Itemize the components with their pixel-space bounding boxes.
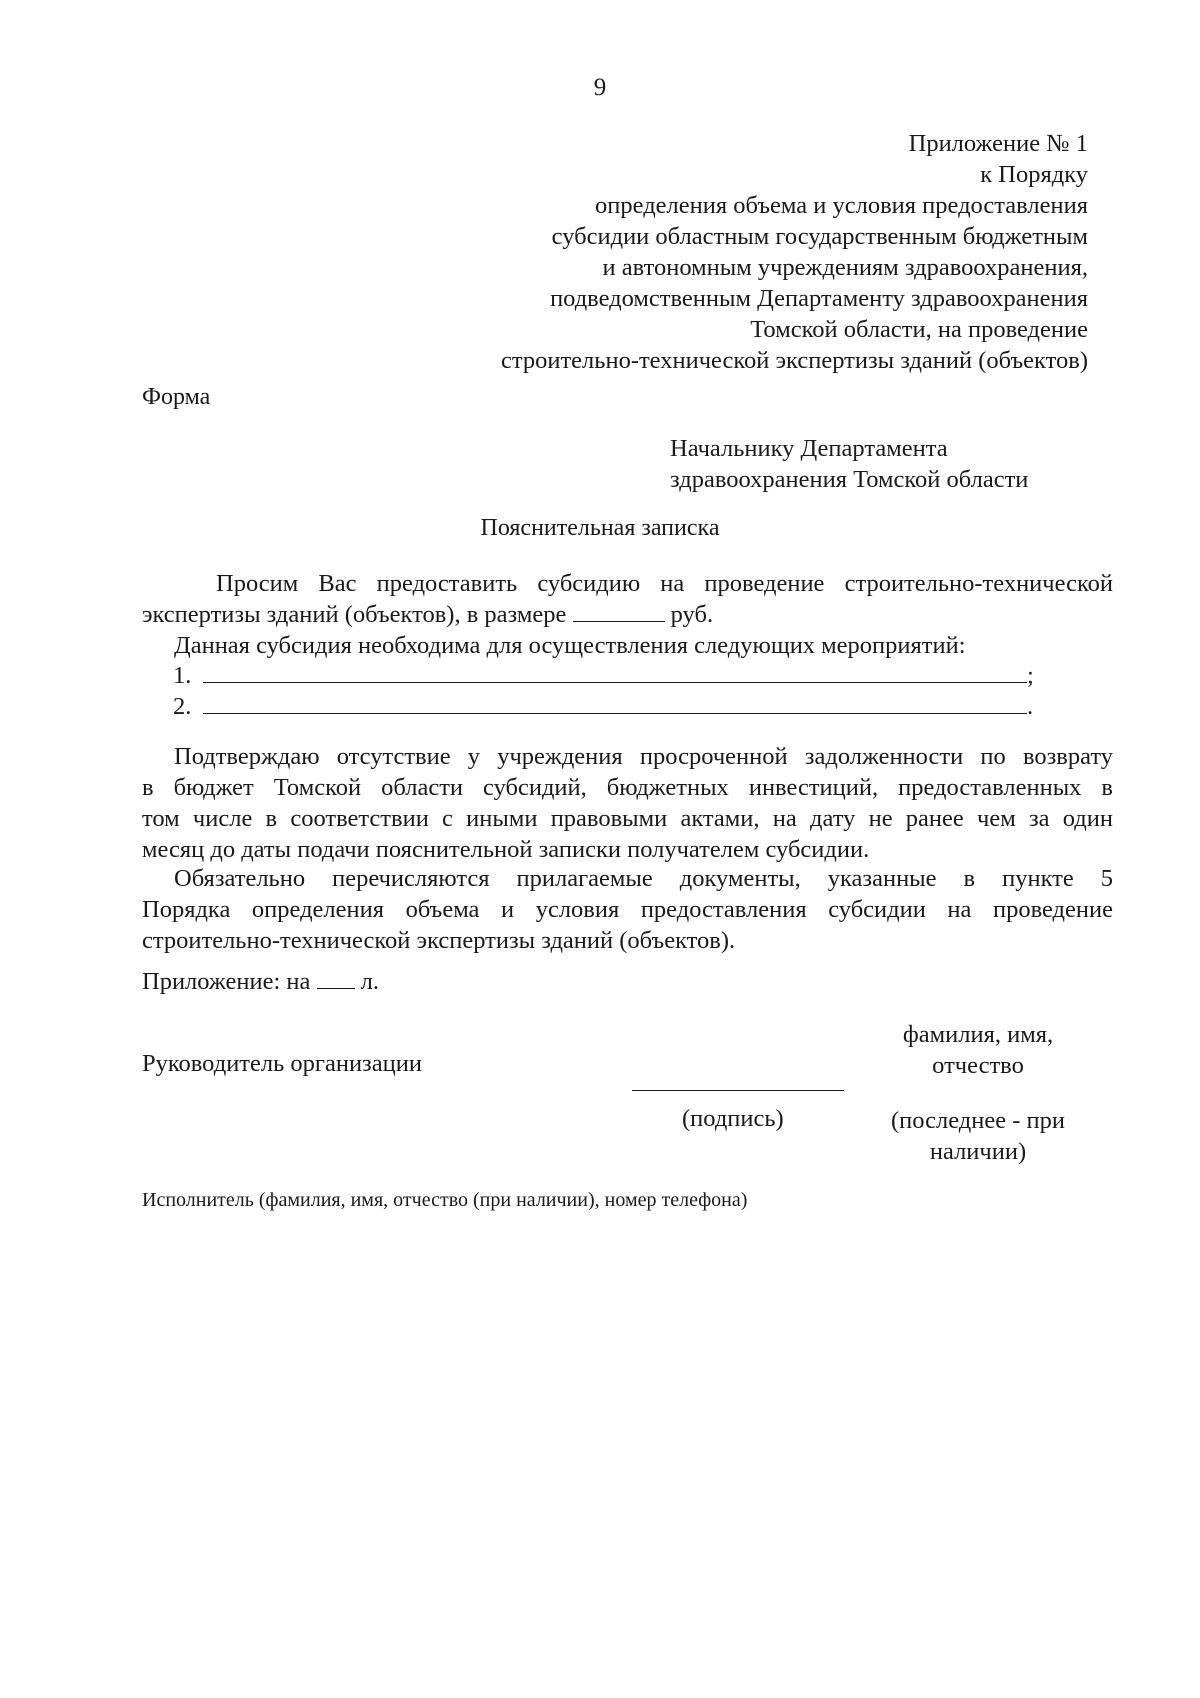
addressee-line: здравоохранения Томской области [670, 466, 1029, 493]
confirmation-paragraph [142, 741, 1113, 865]
fio-caption-line: отчество [932, 1052, 1024, 1079]
signature-line [632, 1090, 844, 1091]
appendix-header-line: и автономным учреждениям здравоохранения, [602, 254, 1088, 281]
request-line-before: экспертизы зданий (объектов), в размере [142, 601, 567, 628]
page-number: 9 [593, 74, 607, 101]
activities-intro [142, 630, 1113, 661]
appendix-header-line: подведомственным Департаменту здравоохранения [550, 285, 1088, 312]
appendix-header-line: определения объема и условия предоставления [595, 192, 1088, 219]
request-paragraph [142, 568, 1113, 630]
activity-item [173, 660, 1053, 690]
fio-note-line: наличии) [929, 1138, 1027, 1165]
confirmation-line: в бюджет Томской области субсидий, бюджетных инвестиций, предоставленных в [142, 774, 1113, 801]
activity-item-number: 2. [173, 693, 192, 720]
executor-line: Исполнитель (фамилия, имя, отчество (при наличии), номер телефона) [142, 1189, 748, 1211]
appendix-header-line: к Порядку [980, 161, 1088, 188]
activity-item-end: ; [1027, 662, 1034, 689]
activity-item-number: 1. [173, 662, 192, 689]
request-line [142, 601, 713, 628]
document-title: Пояснительная записка [480, 515, 720, 541]
addressee [670, 433, 1028, 495]
request-line-after: руб. [670, 601, 714, 628]
addressee-line: Начальнику Департамента [670, 435, 948, 462]
fio-note [880, 1105, 1076, 1167]
documents-line: Порядка определения объема и условия предоставления субсидии на проведение [142, 896, 1113, 923]
fio-caption-line: фамилия, имя, [902, 1021, 1054, 1048]
signatory-role: Руководитель организации [142, 1050, 422, 1077]
amount-blank [573, 599, 665, 622]
form-label: Форма [142, 384, 211, 410]
fio-caption [880, 1019, 1076, 1081]
confirmation-line: Подтверждаю отсутствие у учреждения просроченной задолженности по возврату [174, 743, 1113, 770]
appendix-header [501, 128, 1088, 376]
attachment-line [142, 966, 1113, 997]
confirmation-line: месяц до даты подачи пояснительной записки получателем субсидии. [142, 836, 870, 863]
attachment-after: л. [360, 968, 380, 995]
attachment-text [142, 968, 379, 995]
documents-line: Обязательно перечисляются прилагаемые документы, указанные в пункте 5 [174, 865, 1113, 892]
activities-intro-text: Данная субсидия необходима для осуществления следующих мероприятий: [174, 632, 966, 659]
documents-line: строительно-технической экспертизы зданий (объектов). [142, 927, 736, 954]
documents-paragraph [142, 863, 1113, 956]
appendix-header-line: Томской области, на проведение [750, 316, 1088, 343]
request-line: Просим Вас предоставить субсидию на проведение строительно-технической [216, 570, 1113, 597]
activity-blank [203, 691, 1027, 714]
activity-item-end: . [1027, 693, 1034, 720]
appendix-header-line: строительно-технической экспертизы зданий (объектов) [500, 347, 1088, 374]
sheets-blank [317, 966, 355, 989]
signature-caption: (подпись) [682, 1105, 784, 1132]
attachment-before: Приложение: на [142, 968, 311, 995]
confirmation-line: том числе в соответствии с иными правовыми актами, на дату не ранее чем за один [142, 805, 1113, 832]
appendix-header-line: субсидии областным государственным бюджетным [551, 223, 1088, 250]
fio-note-line: (последнее - при [891, 1107, 1065, 1134]
activity-blank [203, 660, 1027, 683]
activity-item [173, 691, 1053, 721]
appendix-header-line: Приложение № 1 [908, 130, 1088, 157]
